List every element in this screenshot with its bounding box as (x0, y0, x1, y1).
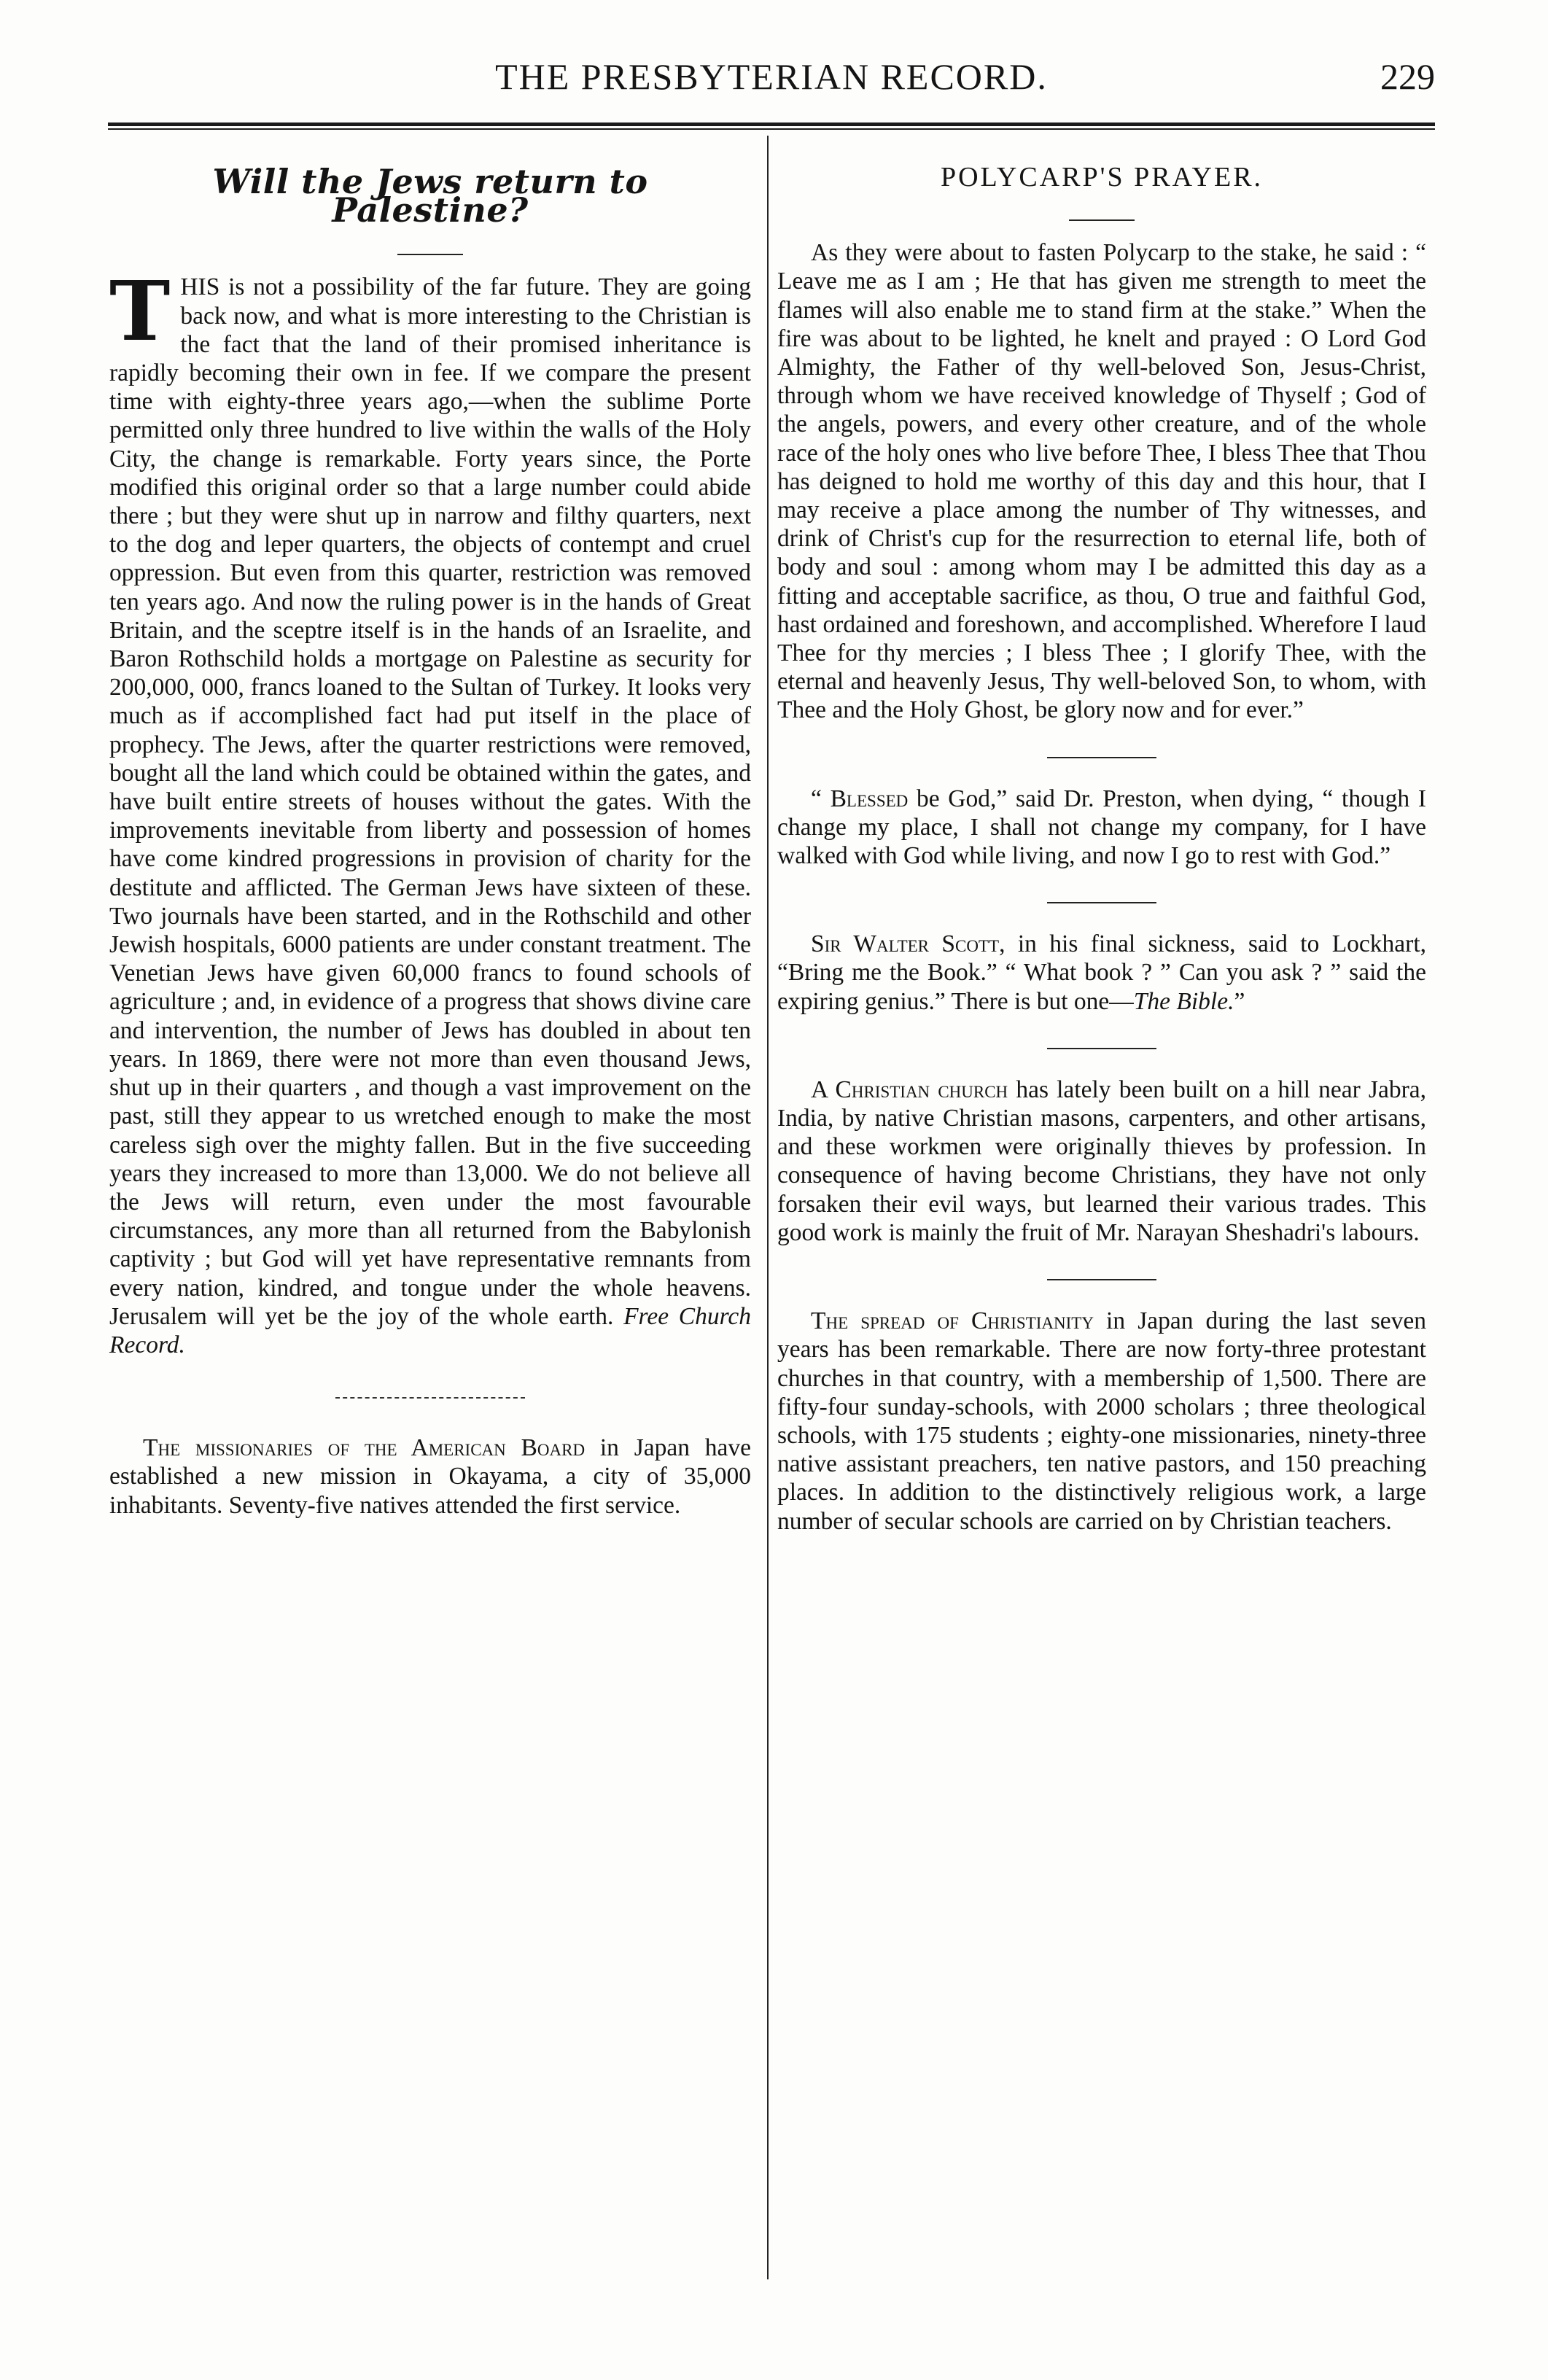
section-rule (397, 254, 463, 255)
article-lead: A Christian church (811, 1076, 1008, 1103)
article-polycarp: As they were about to fasten Polycarp to the stake, he said : “ Leave me as I am ; He that has given me strength to meet the flames will also enable me to stand firm at the stake.” When the fire was about to be lighted, he knelt and prayed : O Lord God Almighty, the Father of thy well-beloved Son, Jesus-Christ, through whom we have received knowledge of Thyself ; God of the angels, powers, and every other creature, and of the whole race of the holy ones who live before Thee, I bless Thee that Thou has deigned to hold me worthy of this day and this hour, that I may receive a place among the number of Thy witnesses, and drink of Christ's cup for the resurrection to eternal life, both of body and soul : among whom may I be admitted this day as a fitting and acceptable sacrifice, as thou, O true and faithful God, hast ordained and foreshown, and accomplished. Wherefore I laud Thee for thy mercies ; I bless Thee ; I glorify Thee, with the eternal and heavenly Jesus, Thy well-beloved Son, to whom, with Thee and the Holy Ghost, be glory now and for ever.” (777, 239, 1426, 724)
header-rule (108, 122, 1435, 126)
section-rule (1069, 219, 1135, 221)
article-body: in his final sickness, said to Lockhart, “Bring me the Book.” “ What book ? ” Can you ask ? ” said the expiring genius.” There is but one— (777, 930, 1426, 1015)
section-rule (335, 1397, 525, 1399)
article-body: in Japan have established a new mission in Okayama, a city of 35,000 inhabitants. Seventy-five natives attended the first service. (109, 1434, 751, 1519)
article-lead: The spread of Christianity (811, 1307, 1094, 1335)
page-number: 229 (1380, 56, 1435, 97)
article-american-board (109, 1434, 751, 1520)
article-headline: Will the Jews return to Palestine? (212, 162, 648, 230)
article-source: Free Church Record. (109, 1302, 751, 1358)
article-lead: The missionaries of the American Board (143, 1434, 586, 1462)
section-rule (1047, 902, 1156, 903)
running-title: THE PRESBYTERIAN RECORD. (495, 56, 1048, 97)
article-emphasis: The Bible. (1133, 987, 1234, 1015)
section-rule (1047, 757, 1156, 758)
article-body: be God,” said Dr. Preston, when dying, “ though I change my place, I shall not change my company, for I have walked with God while living, and now I go to rest with God.” (777, 785, 1426, 870)
article-lead: Sir Walter Scott, (811, 930, 1006, 958)
right-column (777, 146, 1426, 1536)
left-column (109, 146, 751, 1520)
article-title: POLYCARP'S PRAYER. (940, 162, 1264, 192)
column-divider (767, 136, 769, 2279)
article-body: in Japan during the last seven years has been remarkable. There are now forty-three protestant churches in that country, with a membership of 1,500. There are fifty-four sunday-schools, with 2000 scholars ; three theological schools, with 175 students ; eighty-one missionaries, ninety-three native assistant preachers, ten native pastors, and 150 preaching places. In addition to the distinctively religious work, a large number of secular schools are carried on by Christian teachers. (777, 1307, 1426, 1535)
page-header (108, 55, 1435, 108)
header-rule-thin (108, 128, 1435, 130)
section-rule (1047, 1048, 1156, 1049)
article-jews-palestine (109, 264, 751, 1359)
article-japan (777, 1307, 1426, 1536)
article-lead: “ Blessed (811, 785, 909, 812)
article-walter-scott (777, 930, 1426, 1016)
article-body: has lately been built on a hill near Jabra, India, by native Christian masons, carpenters, and other artisans, and these workmen were originally thieves by profession. In consequence of having become Christians, they have not only forsaken their evil ways, but learned their various trades. This good work is mainly the fruit of Mr. Narayan Sheshadri's labours. (777, 1076, 1426, 1246)
article-preston (777, 785, 1426, 871)
article-jabra-church (777, 1076, 1426, 1247)
dropcap-letter: T (109, 264, 171, 360)
article-end: ” (1234, 987, 1245, 1015)
section-rule (1047, 1279, 1156, 1280)
article-body: HIS is not a possibility of the far future. They are going back now, and what is more interesting to the Christian is the fact that the land of their promised inheritance is rapidly becoming their own in fee. If we compare the present time with eighty-three years ago,—when the sublime Porte permitted only three hundred to live within the walls of the Holy City, the change is remarkable. Forty years since, the Porte modified this original order so that a large number could abide there ; but they were shut up in narrow and filthy quarters, next to the dog and leper quarters, the objects of contempt and cruel oppression. But even from this quarter, restriction was removed ten years ago. And now the ruling power is in the hands of Great Britain, and the sceptre itself is in the hands of an Israelite, and Baron Rothschild holds a mortgage on Palestine as security for 200,000, 000, francs loaned to the Sultan of Turkey. It looks very much as if accomplished fact had put itself in the place of prophecy. The Jews, after the quarter restrictions were removed, bought all the land which could be obtained within the gates, and have built entire streets of houses without the gates. With the improvements inevitable from liberty and possession of homes have come kindred progressions in provision of charity for the destitute and afflicted. The German Jews have sixteen of these. Two journals have been started, and in the Rothschild and other Jewish hospitals, 6000 patients are under constant treatment. The Venetian Jews have given 60,000 francs to found schools of agriculture ; and, in evidence of a progress that shows divine care and intervention, the number of Jews has doubled in about ten years. In 1869, there were not more than even thousand Jews, shut up in their quarters , and though a vast improvement on the past, still they appear to us wretched enough to make the most careless sigh over the mighty fallen. But in the five succeeding years they increased to more than 13,000. We do not believe all the Jews will return, even under the most favourable circumstances, any more than all returned from the Babylonish captivity ; but God will yet have representative remnants from every nation, kindred, and tongue under the whole heavens. Jerusalem will yet be the joy of the whole earth. (109, 273, 751, 1330)
